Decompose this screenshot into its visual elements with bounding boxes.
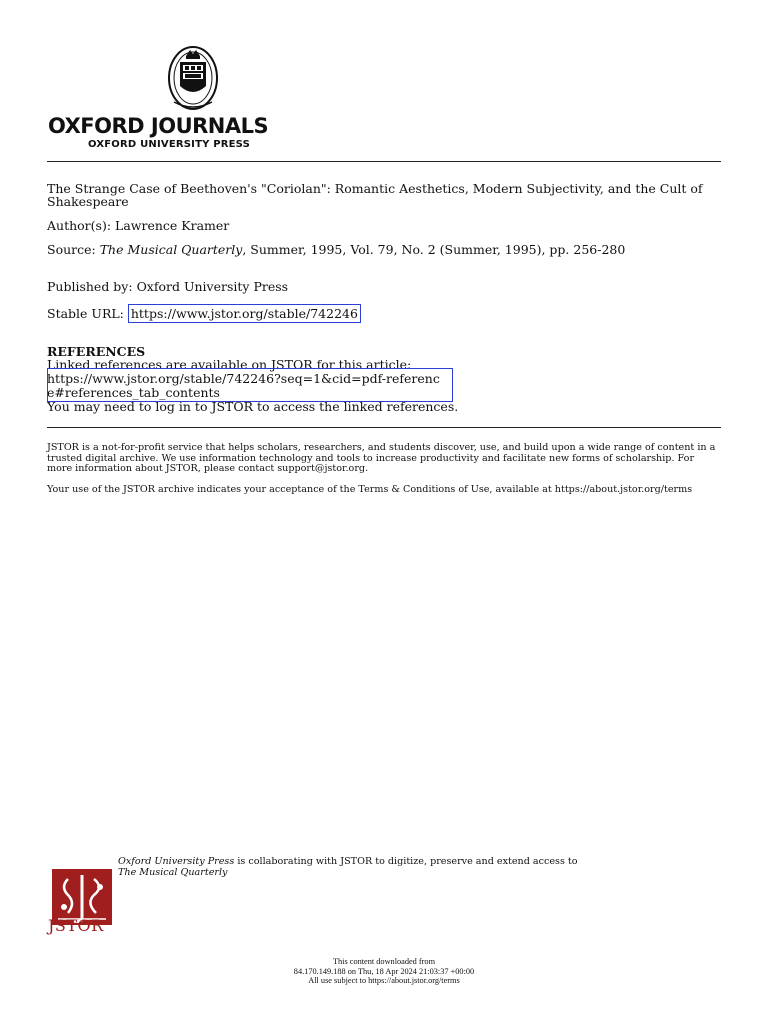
footer-line-2: 84.170.149.188 on Thu, 18 Apr 2024 21:03:37 +00:00 bbox=[293, 966, 475, 976]
oxford-journals-wordmark: OXFORD JOURNALS bbox=[48, 114, 269, 138]
oxford-crest-icon bbox=[160, 42, 226, 112]
article-title: The Strange Case of Beethoven's "Coriolan": Romantic Aesthetics, Modern Subjectivity, and the Cult of Shakespeare bbox=[47, 181, 703, 209]
stable-url-link[interactable]: https://www.jstor.org/stable/742246 bbox=[128, 304, 361, 323]
collab-publisher: Oxford University Press bbox=[118, 856, 235, 867]
author-line bbox=[47, 219, 719, 232]
author-label: Author(s): bbox=[47, 218, 112, 233]
jstor-notice-paragraph: JSTOR is a not-for-profit service that helps scholars, researchers, and students discover, use, and build upon a wide range of content in a trusted digital archive. We use information technology and tools to increase productivity and facilitate new forms of scholarship. For more information about JSTOR, please contact support@jstor.org. bbox=[47, 442, 716, 474]
publisher-name: Oxford University Press bbox=[136, 279, 289, 294]
source-journal: The Musical Quarterly bbox=[99, 242, 243, 257]
jstor-wordmark: JSTOR bbox=[48, 916, 104, 935]
footer-line-3: All use subject to https://about.jstor.org/terms bbox=[308, 976, 460, 985]
collab-text: is collaborating with JSTOR to digitize, preserve and extend access to bbox=[234, 856, 578, 867]
source-details: , Summer, 1995, Vol. 79, No. 2 (Summer, 1995), pp. 256-280 bbox=[242, 242, 626, 257]
source-label: Source: bbox=[47, 242, 96, 257]
download-footer bbox=[0, 957, 768, 986]
footer-line-1: This content downloaded from bbox=[332, 957, 436, 966]
published-line bbox=[47, 280, 719, 293]
references-intro: Linked references are available on JSTOR for this article: bbox=[47, 357, 412, 372]
references-link-text[interactable]: https://www.jstor.org/stable/742246?seq=1&cid=pdf-reference#references_tab_contents bbox=[47, 371, 440, 400]
oxford-university-press-wordmark: OXFORD UNIVERSITY PRESS bbox=[88, 139, 251, 150]
stable-url-label: Stable URL: bbox=[47, 306, 124, 321]
collab-journal: The Musical Quarterly bbox=[118, 867, 228, 878]
author-name: Lawrence Kramer bbox=[115, 218, 230, 233]
stable-url-line bbox=[47, 307, 719, 320]
references-link-box[interactable] bbox=[47, 368, 453, 402]
references-heading: REFERENCES bbox=[47, 344, 146, 359]
collaboration-statement bbox=[118, 856, 718, 878]
middle-divider bbox=[47, 427, 721, 428]
published-label: Published by: bbox=[47, 279, 133, 294]
top-divider bbox=[47, 161, 721, 162]
oxford-journals-logo bbox=[48, 42, 338, 154]
source-line bbox=[47, 243, 719, 256]
references-note: You may need to log in to JSTOR to access the linked references. bbox=[47, 399, 459, 414]
terms-notice-paragraph: Your use of the JSTOR archive indicates your acceptance of the Terms & Conditions of Use, available at https://about.jstor.org/terms bbox=[47, 484, 693, 495]
